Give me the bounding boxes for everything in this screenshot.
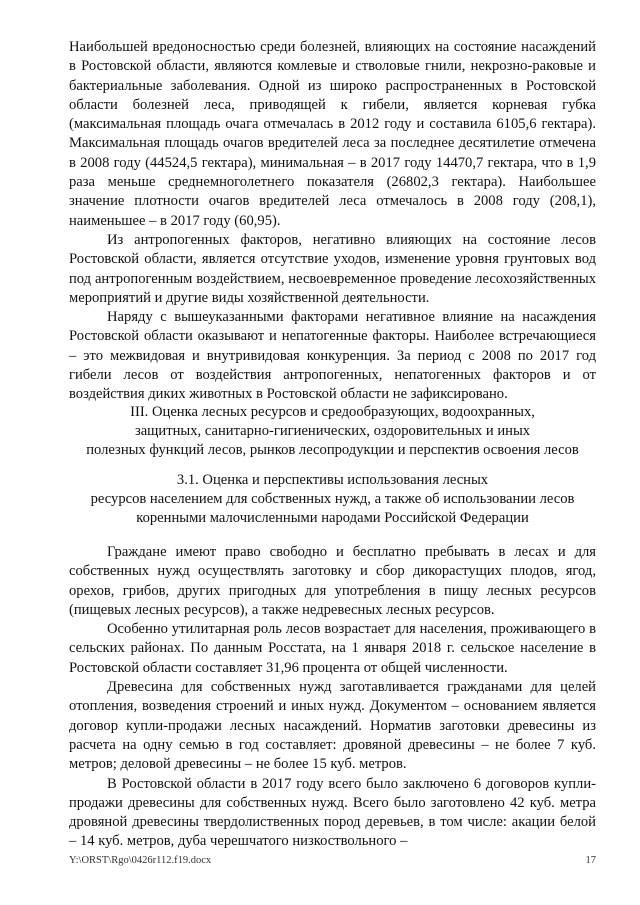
paragraph-contracts-2017: В Ростовской области в 2017 году всего было заключено 6 договоров купли-продажи древесины для собственных нужд. Всего было заготовлено 42 куб. метра дровяной древесины твердолиственных пород деревьев, в том числе: акации белой – 14 куб. метров, дуба черешчатого низкоствольного – [69, 775, 596, 850]
paragraph-pests: Наибольшей вредоносностью среди болезней, влияющих на состояние насаждений в Ростовской области, являются комлевые и стволовые гнили, некрозно-раковые и бактериальные заболевания. Одной из широко распространенных в Ростовской области болезней леса, приводящей к гибели, является корневая губка (максимальная площадь очага отмечалась в 2012 году и составила 6105,6 гектара). Максимальная площадь очагов вредителей леса за последнее десятилетие отмечена в 2008 году (44524,5 гектара), минимальная – в 2017 году 14470,7 гектара, что в 1,9 раза меньше среднемноголетнего показателя (26802,3 гектара). Наибольшее значение плотности очагов вредителей леса отмечалось в 2008 году (208,1), наименьшее – в 2017 году (60,95). [69, 39, 596, 229]
paragraph-wood-own-needs: Древесина для собственных нужд заготавливается гражданами для целей отопления, возведения строений и иных нужд. Документом – основанием является договор купли-продажи лесных насаждений. Норматив заготовки древесины из расчета на одну семью в год составляет: дровяной древесины – не более 7 куб. метров; деловой древесины – не более 15 куб. метров. [69, 679, 596, 773]
subsection-heading [69, 471, 596, 528]
section-heading-line-1: III. Оценка лесных ресурсов и средообразующих, водоохранных, [130, 404, 535, 420]
paragraph-nonpathogenic: Наряду с вышеуказанными факторами негативное влияние на насаждения Ростовской области оказывают и непатогенные факторы. Наиболее встречающиеся – это межвидовая и внутривидовая конкуренция. За период с 2008 по 2017 год гибели лесов от воздействия антропогенных, непатогенных факторов и от воздействия диких животных в Ростовской области не зафиксировано. [69, 309, 596, 403]
subsection-heading-line-3: коренными малочисленными народами Российской Федерации [136, 510, 529, 526]
subsection-heading-line-1: 3.1. Оценка и перспективы использования лесных [176, 472, 489, 488]
footer-page-number: 17 [585, 855, 596, 866]
subsection-heading-line-2: ресурсов населением для собственных нужд, а также об использовании лесов [90, 491, 575, 507]
paragraph-citizens-rights: Граждане имеют право свободно и бесплатно пребывать в лесах и для собственных нужд осуществлять заготовку и сбор дикорастущих плодов, ягод, орехов, грибов, других пригодных для употребления в пищу лесных ресурсов (пищевых лесных ресурсов), а также недревесных лесных ресурсов. [69, 544, 596, 618]
paragraph-rural-population: Особенно утилитарная роль лесов возрастает для населения, проживающего в сельских районах. По данным Росстата, на 1 января 2018 г. сельское население в Ростовской области составляет 31,96 процента от общей численности. [69, 621, 596, 676]
section-heading-line-3: полезных функций лесов, рынков лесопродукции и перспектив освоения лесов [86, 442, 579, 458]
section-heading-line-2: защитных, санитарно-гигиенических, оздоровительных и иных [134, 423, 531, 439]
text-block-2 [69, 543, 596, 852]
section-heading [69, 403, 596, 460]
paragraph-anthropogenic: Из антропогенных факторов, негативно влияющих на состояние лесов Ростовской области, является отсутствие уходов, изменение уровня грунтовых вод под антропогенным воздействием, несвоевременное проведение лесохозяйственных мероприятий и другие виды хозяйственной деятельности. [69, 231, 596, 306]
text-block-1 [69, 38, 596, 405]
footer-file-path: Y:\ORST\Rgo\0426r112.f19.docx [69, 855, 212, 866]
